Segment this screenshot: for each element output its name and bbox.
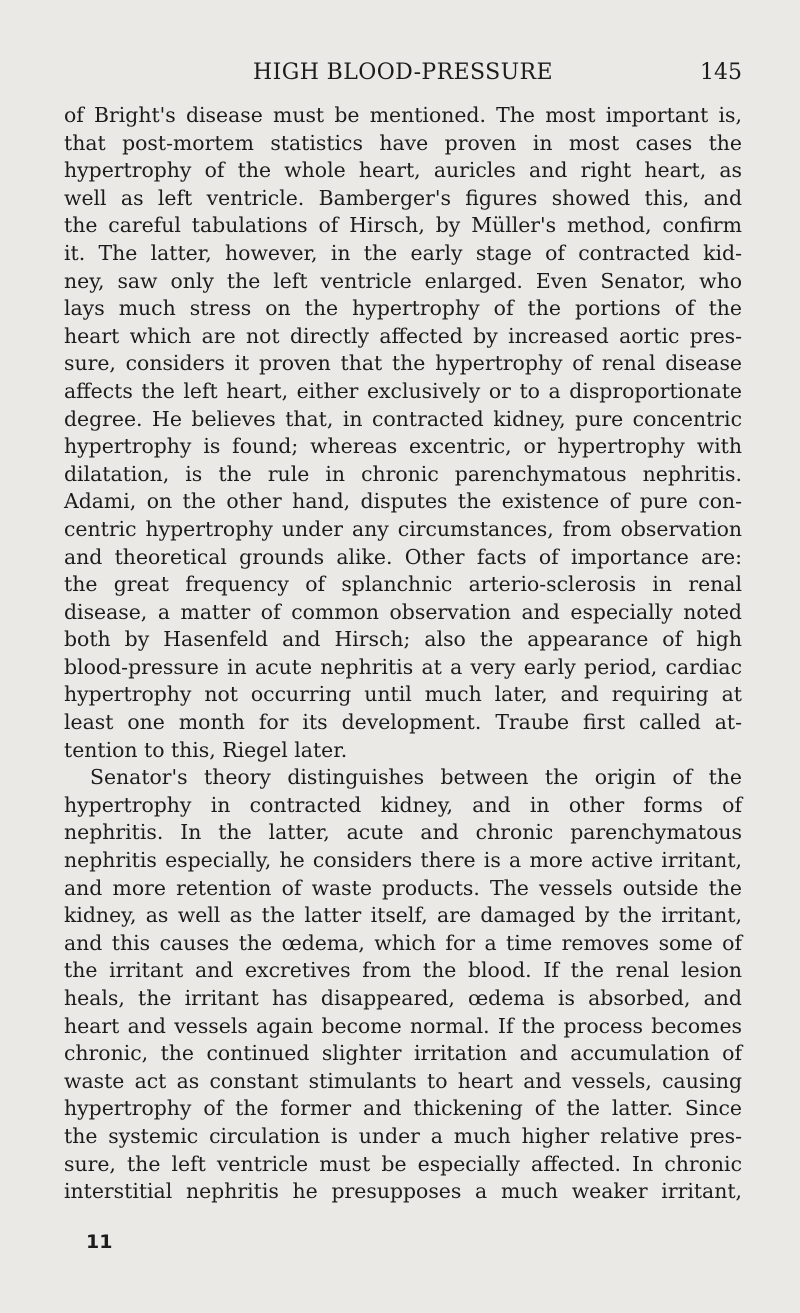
text-line: that post-mortem statistics have proven in most cases the xyxy=(64,130,742,155)
text-line: heart and vessels again become normal. If the process becomes xyxy=(64,1013,742,1038)
page-number: 145 xyxy=(700,60,742,85)
text-line: of Bright's disease must be mentioned. The most important is, xyxy=(64,103,742,127)
text-line: chronic, the continued slighter irritation and accumulation of xyxy=(64,1041,742,1066)
text-line: tention to this, Riegel later. xyxy=(64,737,348,762)
text-line: and theoretical grounds alike. Other facts of importance are: xyxy=(64,544,742,569)
text-line: disease, a matter of common observation and especially noted xyxy=(64,599,742,624)
text-line: centric hypertrophy under any circumstances, from observation xyxy=(64,516,742,541)
text-line: well as left ventricle. Bamberger's figures showed this, and xyxy=(64,185,742,210)
text-line: hypertrophy is found; whereas excentric, or hypertrophy with xyxy=(64,434,742,459)
text-line: heart which are not directly affected by increased aortic pres- xyxy=(64,323,742,348)
paragraph-1 xyxy=(64,102,742,764)
text-line: ney, saw only the left ventricle enlarged. Even Senator, who xyxy=(64,268,742,293)
text-line: degree. He believes that, in contracted kidney, pure concentric xyxy=(64,406,742,431)
body-text xyxy=(64,102,742,1206)
text-line: the great frequency of splanchnic arterio-sclerosis in renal xyxy=(64,572,742,597)
paragraph-2 xyxy=(64,764,742,1206)
text-line: and this causes the œdema, which for a time removes some of xyxy=(64,930,742,955)
text-line: sure, considers it proven that the hypertrophy of renal disease xyxy=(64,351,742,376)
text-line: nephritis. In the latter, acute and chronic parenchymatous xyxy=(64,820,742,845)
text-line: affects the left heart, either exclusively or to a disproportionate xyxy=(64,378,742,403)
text-line: hypertrophy not occurring until much later, and requiring at xyxy=(64,682,742,707)
text-line: nephritis especially, he considers there is a more active irritant, xyxy=(64,848,742,873)
text-line: blood-pressure in acute nephritis at a very early period, cardiac xyxy=(64,654,742,679)
text-line: Senator's theory distinguishes between the origin of the xyxy=(90,765,742,790)
text-line: kidney, as well as the latter itself, are damaged by the irritant, xyxy=(64,903,742,928)
text-line: the systemic circulation is under a much higher relative pres- xyxy=(64,1123,742,1148)
text-line: hypertrophy of the former and thickening of the latter. Since xyxy=(64,1096,742,1121)
text-line: hypertrophy in contracted kidney, and in other forms of xyxy=(64,792,742,817)
text-line: heals, the irritant has disappeared, œdema is absorbed, and xyxy=(64,986,742,1010)
text-line: dilatation, is the rule in chronic parenchymatous nephritis. xyxy=(64,461,742,486)
text-line: least one month for its development. Traube first called at- xyxy=(64,710,742,735)
text-line: it. The latter, however, in the early stage of contracted kid- xyxy=(64,240,742,265)
text-line: interstitial nephritis he presupposes a much weaker irritant, xyxy=(64,1179,742,1204)
text-line: waste act as constant stimulants to heart and vessels, causing xyxy=(64,1068,742,1093)
text-line: hypertrophy of the whole heart, auricles and right heart, as xyxy=(64,158,742,183)
text-line: lays much stress on the hypertrophy of the portions of the xyxy=(64,296,742,321)
text-line: the irritant and excretives from the blood. If the renal lesion xyxy=(64,958,742,983)
signature-mark: 11 xyxy=(86,1231,113,1253)
text-line: Adami, on the other hand, disputes the existence of pure con- xyxy=(64,489,742,514)
text-line: and more retention of waste products. The vessels outside the xyxy=(64,875,742,900)
text-line: the careful tabulations of Hirsch, by Müller's method, confirm xyxy=(64,213,742,238)
running-title: HIGH BLOOD-PRESSURE xyxy=(253,60,553,85)
text-line: both by Hasenfeld and Hirsch; also the appearance of high xyxy=(64,627,742,652)
text-line: sure, the left ventricle must be especially affected. In chronic xyxy=(64,1151,742,1176)
running-head xyxy=(64,58,742,88)
